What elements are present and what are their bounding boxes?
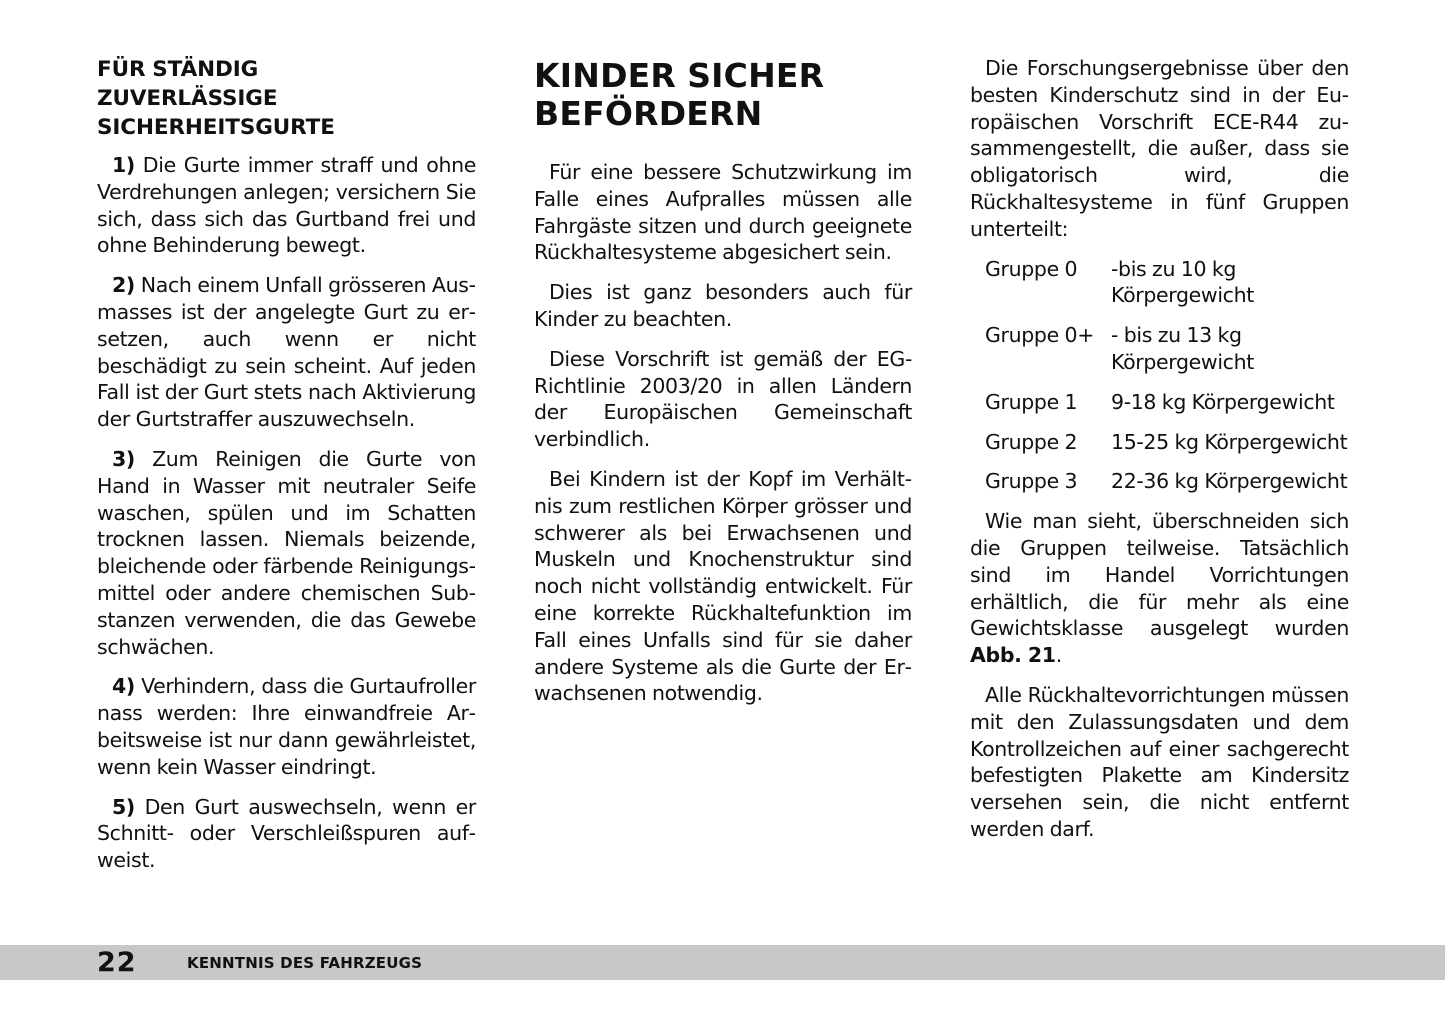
care-item-4 bbox=[97, 673, 476, 780]
footer-bar bbox=[0, 945, 1445, 980]
group-label: Gruppe 0+ bbox=[985, 323, 1095, 348]
item-number: 5) bbox=[112, 794, 135, 819]
item-text: Den Gurt auswechseln, wenn er Schnitt- oder Verschleißspuren aufweist. bbox=[97, 794, 476, 873]
item-text: Die Gurte immer straff und ohne Verdrehungen anlegen; versichern Sie sich, dass sich das Gurtband frei und ohne Behinderung bewegt. bbox=[97, 153, 476, 258]
group-value: 15-25 kg Körpergewicht bbox=[1111, 429, 1348, 454]
heading-line: ZUVERLÄSSIGE bbox=[97, 86, 278, 111]
figure-reference: Abb. 21 bbox=[970, 643, 1056, 668]
weight-group-row bbox=[985, 256, 1349, 310]
weight-group-row bbox=[985, 468, 1349, 495]
page-number: 22 bbox=[97, 947, 137, 978]
group-label: Gruppe 2 bbox=[985, 429, 1078, 454]
body-paragraph: Dies ist ganz besonders auch für Kinder zu beachten. bbox=[534, 280, 912, 331]
heading-line: KINDER SICHER bbox=[534, 56, 825, 95]
body-paragraph: Bei Kindern ist der Kopf im Verhältnis zum restlichen Körper grösser und schwerer als bei Erwachsenen und Muskeln und Knochenstruktur sind noch nicht vollständig entwickelt. Für eine korrekte Rückhaltefunktion im Fall eines Unfalls sind für sie daher andere Systeme als die Gurte der Erwachsenen notwendig. bbox=[534, 466, 912, 706]
group-overlap-paragraph bbox=[970, 508, 1349, 669]
group-value: 9-18 kg Körpergewicht bbox=[1111, 389, 1335, 414]
item-number: 1) bbox=[112, 153, 135, 177]
child-safety-heading bbox=[534, 57, 912, 133]
body-paragraph: Diese Vorschrift ist gemäß der EG-Richtlinie 2003/20 in allen Ländern der Europäischen Gemeinschaft verbindlich. bbox=[534, 346, 912, 452]
care-item-5 bbox=[97, 794, 476, 874]
left-column bbox=[97, 55, 476, 887]
seatbelt-care-heading bbox=[97, 55, 476, 142]
heading-line: BEFÖRDERN bbox=[534, 94, 763, 133]
overlap-end: . bbox=[1055, 643, 1062, 668]
group-value: - bis zu 13 kg Körpergewicht bbox=[1111, 323, 1254, 374]
group-value: -bis zu 10 kg Körpergewicht bbox=[1111, 256, 1254, 308]
weight-group-row bbox=[985, 389, 1349, 416]
group-label: Gruppe 0 bbox=[985, 256, 1078, 281]
approval-paragraph: Alle Rückhaltevorrichtungen müssen mit den Zulassungsdaten und dem Kontrollzeichen auf einer sachgerecht befestigten Plakette am Kindersitz versehen sein, die nicht entfernt werden darf. bbox=[970, 682, 1349, 841]
middle-column bbox=[534, 55, 912, 720]
item-number: 4) bbox=[112, 674, 135, 699]
item-text: Verhindern, dass die Gurtaufroller nass werden: Ihre einwandfreie Arbeitsweise ist nur dann gewährleistet, wenn kein Wasser eindringt. bbox=[97, 674, 476, 779]
weight-group-row bbox=[985, 429, 1349, 456]
care-item-2 bbox=[97, 272, 476, 433]
weight-group-list bbox=[985, 256, 1349, 496]
heading-line: SICHERHEITSGURTE bbox=[97, 115, 335, 140]
group-label: Gruppe 1 bbox=[985, 389, 1078, 414]
item-text: Zum Reinigen die Gurte von Hand in Wasser mit neutraler Seife waschen, spülen und im Schatten trocknen lassen. Niemals beizende, bleichende oder färbende Reinigungsmittel oder andere chemischen Substanzen verwenden, die das Gewebe schwächen. bbox=[97, 446, 476, 659]
care-item-3 bbox=[97, 446, 476, 660]
group-value: 22-36 kg Körpergewicht bbox=[1111, 469, 1348, 494]
item-number: 3) bbox=[112, 446, 135, 471]
group-label: Gruppe 3 bbox=[985, 469, 1078, 494]
ece-r44-intro: Die Forschungsergebnisse über den besten Kinderschutz sind in der Europäischen Vorschrift ECE-R44 zusammengestellt, die außer, dass sie obligatorisch wird, die Rückhaltesysteme in fünf Gruppen unterteilt: bbox=[970, 56, 1349, 241]
body-paragraph: Für eine bessere Schutzwirkung im Falle eines Aufpralles müssen alle Fahrgäste sitzen und durch geeignete Rückhaltesysteme abgesichert sein. bbox=[534, 160, 912, 265]
chapter-title: KENNTNIS DES FAHRZEUGS bbox=[187, 954, 423, 972]
care-item-1 bbox=[97, 152, 476, 259]
heading-line: FÜR STÄNDIG bbox=[97, 57, 259, 82]
item-text: Nach einem Unfall grösseren Ausmasses ist der angelegte Gurt zu ersetzen, auch wenn er nicht beschädigt zu sein scheint. Auf jeden Fall ist der Gurt stets nach Aktivierung der Gurtstraffer auszuwechseln. bbox=[97, 273, 476, 432]
weight-group-row bbox=[985, 322, 1349, 376]
overlap-text: Wie man sieht, überschneiden sich die Gruppen teilweise. Tatsächlich sind im Handel Vorrichtungen erhältlich, die für mehr als eine Gewichtsklasse ausgelegt wurden bbox=[970, 509, 1349, 641]
right-column bbox=[970, 55, 1349, 856]
item-number: 2) bbox=[112, 273, 135, 298]
